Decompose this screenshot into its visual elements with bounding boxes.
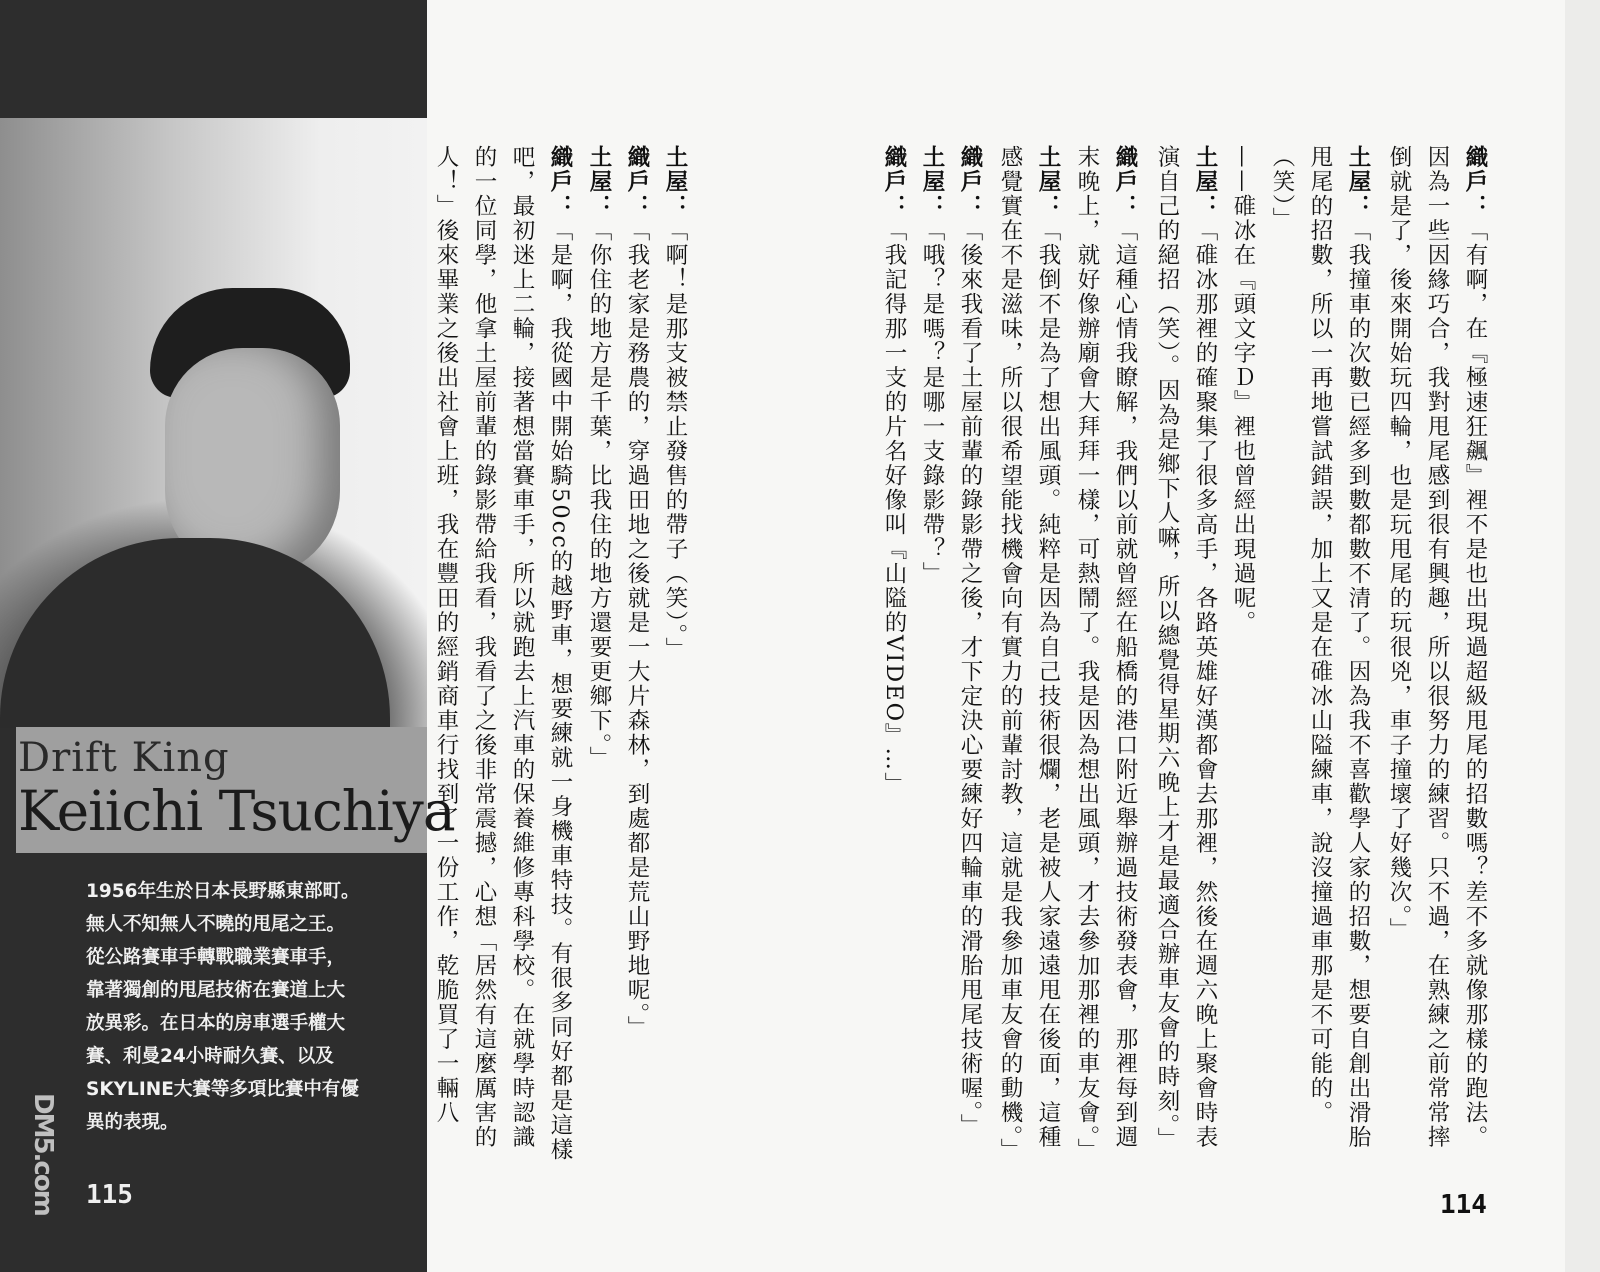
text-column bbox=[1384, 145, 1414, 1185]
speaker-label: 土屋： bbox=[1192, 145, 1218, 219]
text-column bbox=[917, 145, 947, 1185]
watermark: DM5.com bbox=[28, 1093, 58, 1215]
name-line-1: Drift King bbox=[18, 735, 230, 781]
text-column bbox=[469, 145, 499, 1185]
speaker-label: 土屋： bbox=[662, 145, 688, 219]
speaker-label: 土屋： bbox=[586, 145, 612, 219]
column-text: 「我老家是務農的，穿過田地之後就是一大片森林，到處都是荒山野地呢。」 bbox=[624, 218, 650, 1041]
column-text: 「我撞車的次數已經多到數都數不清了。因為我不喜歡學人家的招數，想要自創出滑胎 bbox=[1345, 218, 1371, 1150]
bio-line: 異的表現。 bbox=[86, 1112, 179, 1133]
bio-line: 1956年生於日本長野縣東部町。 bbox=[86, 881, 360, 902]
column-text: 因為一些因緣巧合，我對甩尾感到很有興趣，所以很努力的練習。只不過，在熟練之前常常摔 bbox=[1424, 145, 1450, 1150]
text-column bbox=[1072, 145, 1102, 1185]
text-column bbox=[1460, 145, 1490, 1185]
bio-line: 賽、利曼24小時耐久賽、以及 bbox=[86, 1046, 334, 1067]
bio-line: 從公路賽車手轉戰職業賽車手， bbox=[86, 947, 346, 968]
speaker-label: 織戶： bbox=[1112, 145, 1138, 219]
speaker-label: 土屋： bbox=[1035, 145, 1061, 219]
bio-line: SKYLINE大賽等多項比賽中有優 bbox=[86, 1079, 359, 1100]
column-text: 「啊！是那支被禁止發售的帶子（笑）。」 bbox=[662, 218, 688, 662]
text-column bbox=[584, 145, 614, 1185]
column-text: 「我記得那一支的片名好像叫『山隘的VIDEO』…」 bbox=[881, 218, 907, 797]
column-text: 「哦？是嗎？是哪一支錄影帶？」 bbox=[919, 218, 945, 586]
column-text: 「有啊，在『極速狂飆』裡不是也出現過超級甩尾的招數嗎？差不多就像那樣的跑法。 bbox=[1462, 218, 1488, 1150]
text-column bbox=[507, 145, 537, 1185]
speaker-label: 土屋： bbox=[919, 145, 945, 219]
speaker-label: 土屋： bbox=[1345, 145, 1371, 219]
column-text: 吧，最初迷上二輪，接著想當賽車手，所以就跑去上汽車的保養維修專科學校。在就學時認識 bbox=[509, 145, 535, 1150]
column-text: 的一位同學，他拿土屋前輩的錄影帶給我看，我看了之後非常震撼，心想「居然有這麼厲害的 bbox=[471, 145, 497, 1150]
text-column bbox=[995, 145, 1025, 1185]
name-band bbox=[16, 727, 455, 853]
text-column bbox=[545, 145, 575, 1185]
speaker-label: 織戶： bbox=[624, 145, 650, 219]
speaker-label: 織戶： bbox=[547, 145, 573, 219]
bio-line: 靠著獨創的甩尾技術在賽道上大 bbox=[86, 980, 346, 1001]
text-column bbox=[1422, 145, 1452, 1185]
column-text: 人！」後來畢業之後出社會上班，我在豐田的經銷商車行找到了一份工作，乾脆買了一輛八 bbox=[433, 145, 459, 1125]
text-column bbox=[1110, 145, 1140, 1185]
page-number-left: 115 bbox=[86, 1180, 133, 1210]
column-text: 「是啊，我從國中開始騎50cc的越野車，想要練就一身機車特技。有很多同好都是這樣 bbox=[547, 218, 573, 1163]
column-text: ——碓冰在『頭文字Ｄ』裡也曾經出現過呢。 bbox=[1230, 145, 1256, 635]
portrait-sweater bbox=[0, 538, 390, 728]
text-column bbox=[1228, 145, 1258, 1185]
name-line-2: Keiichi Tsuchiya bbox=[18, 779, 455, 843]
text-column bbox=[879, 145, 909, 1185]
text-column bbox=[660, 145, 690, 1185]
portrait-photo bbox=[0, 118, 427, 728]
column-text: 演自己的絕招（笑）。因為是鄉下人嘛，所以總覺得星期六晚上才是最適合辦車友會的時刻。」 bbox=[1154, 145, 1180, 1152]
text-column bbox=[1033, 145, 1063, 1185]
bio-line: 無人不知無人不曉的甩尾之王。 bbox=[86, 914, 346, 935]
column-text: 甩尾的招數，所以一再地嘗試錯誤，加上又是在碓冰山隘練車，說沒撞過車那是不可能的。 bbox=[1307, 145, 1333, 1125]
column-text: 感覺實在不是滋味，所以很希望能找機會向有實力的前輩討教，這就是我參加車友會的動機。」 bbox=[997, 145, 1023, 1163]
column-text: 「碓冰那裡的確聚集了很多高手，各路英雄好漢都會去那裡，然後在週六晚上聚會時表 bbox=[1192, 218, 1218, 1150]
column-text: 「後來我看了土屋前輩的錄影帶之後，才下定決心要練好四輪車的滑胎甩尾技術喔。」 bbox=[957, 218, 983, 1139]
column-text: 「你住的地方是千葉，比我住的地方還要更鄉下。」 bbox=[586, 218, 612, 771]
text-column bbox=[1305, 145, 1335, 1185]
speaker-label: 織戶： bbox=[881, 145, 907, 219]
bio-line: 放異彩。在日本的房車選手權大 bbox=[86, 1013, 346, 1034]
speaker-label: 織戶： bbox=[1462, 145, 1488, 219]
next-page-edge bbox=[1565, 0, 1600, 1272]
speaker-label: 織戶： bbox=[957, 145, 983, 219]
text-column bbox=[1267, 145, 1297, 1185]
text-column bbox=[1343, 145, 1373, 1185]
text-column bbox=[1190, 145, 1220, 1185]
column-text: 倒就是了，後來開始玩四輪，也是玩甩尾的玩很兇，車子撞壞了好幾次。」 bbox=[1386, 145, 1412, 943]
column-text: （笑）」 bbox=[1269, 145, 1295, 232]
bio-block bbox=[86, 875, 406, 1139]
text-column bbox=[431, 145, 461, 1185]
text-column bbox=[955, 145, 985, 1185]
page-number-right: 114 bbox=[1440, 1190, 1487, 1220]
column-text: 末晚上，就好像辦廟會大拜拜一樣，可熱鬧了。我是因為想出風頭，才去參加那裡的車友會。」 bbox=[1074, 145, 1100, 1163]
column-text: 「我倒不是為了想出風頭。純粹是因為自己技術很爛，老是被人家遠遠甩在後面，這種 bbox=[1035, 218, 1061, 1150]
text-column bbox=[1152, 145, 1182, 1185]
column-text: 「這種心情我瞭解，我們以前就曾經在船橋的港口附近舉辦過技術發表會，那裡每到週 bbox=[1112, 218, 1138, 1150]
text-column bbox=[622, 145, 652, 1185]
